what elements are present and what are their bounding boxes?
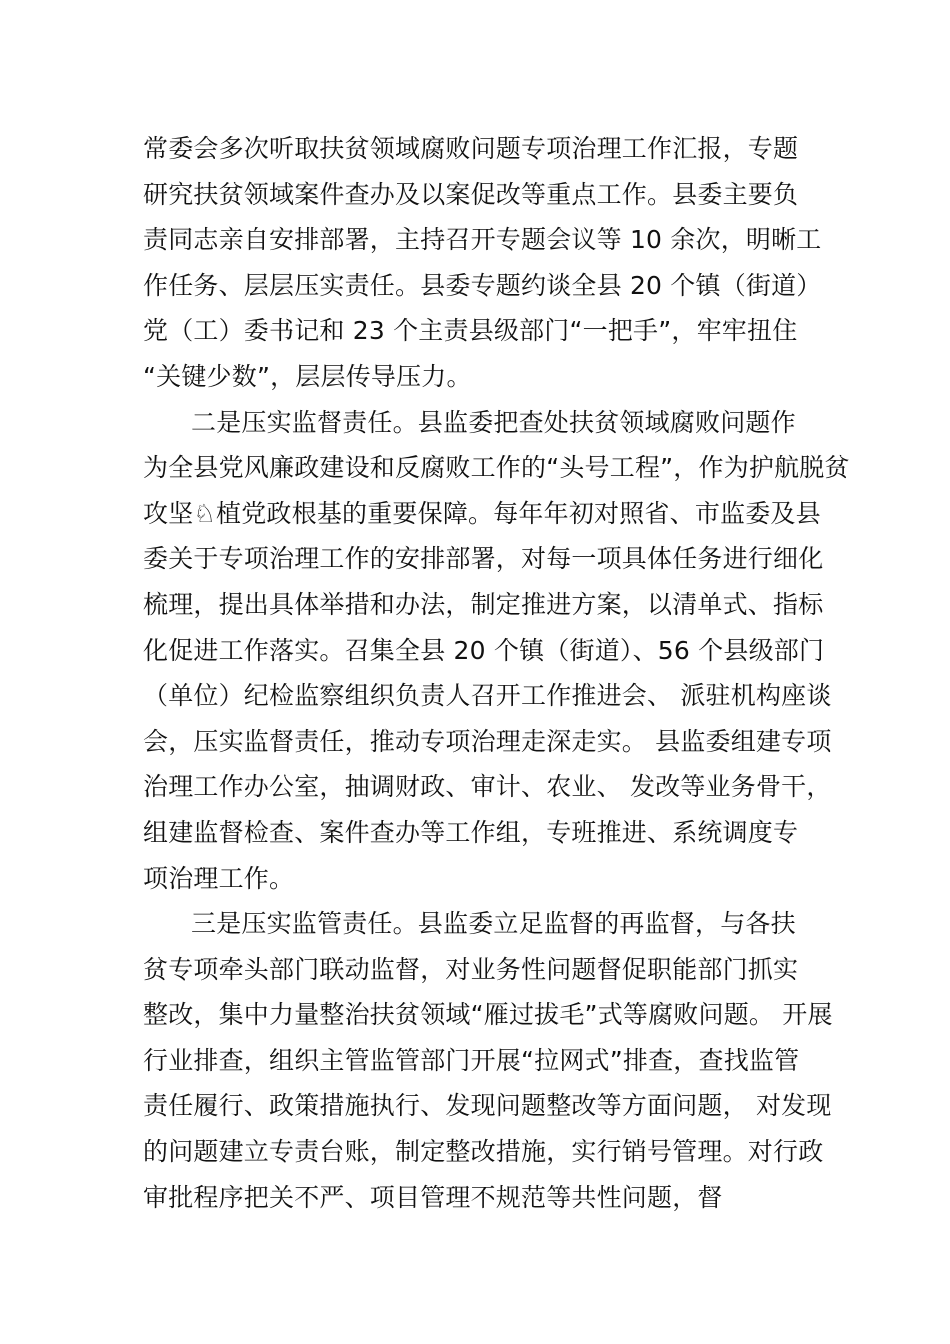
- text-line: 贫专项牵头部门联动监督，对业务性问题督促职能部门抓实: [143, 954, 799, 984]
- text-line: 为全县党风廉政建设和反腐败工作的“头号工程”，作为护航脱贫: [143, 453, 850, 483]
- text-line: 整改，集中力量整治扶贫领域“雁过拔毛”式等腐败问题。 开展: [143, 1000, 833, 1030]
- text-line: 党（工）委书记和 23 个主责县级部门“一把手”，牢牢扭住: [143, 316, 798, 346]
- text-line: 治理工作办公室，抽调财政、审计、农业、 发改等业务骨干，: [143, 772, 832, 802]
- paragraph-first-line: 三是压实监管责任。县监委立足监督的再监督，与各扶: [191, 909, 796, 939]
- text-line: 常委会多次听取扶贫领域腐败问题专项治理工作汇报，专题: [143, 134, 799, 163]
- paragraph-first-line: 二是压实监督责任。县监委把查处扶贫领域腐败问题作: [191, 407, 796, 437]
- document-page: [143, 126, 850, 1220]
- text-line: 攻坚♘植党政根基的重要保障。每年年初对照省、市监委及县: [143, 498, 821, 528]
- text-line: （单位）纪检监察组织负责人召开工作推进会、 派驻机构座谈: [143, 681, 832, 711]
- text-line: 责任履行、政策措施执行、发现问题整改等方面问题， 对发现: [143, 1091, 832, 1121]
- text-line: 审批程序把关不严、项目管理不规范等共性问题，督: [143, 1182, 723, 1212]
- text-line: 会，压实监督责任，推动专项治理走深走实。 县监委组建专项: [143, 726, 832, 756]
- text-line: 项治理工作。: [143, 863, 295, 893]
- text-line: 行业排查，组织主管监管部门开展“拉网式”排查，查找监管: [143, 1045, 800, 1075]
- text-line: 化促进工作落实。召集全县 20 个镇（街道）、56 个县级部门: [143, 635, 825, 665]
- text-line: 作任务、层层压实责任。县委专题约谈全县 20 个镇（街道）: [143, 270, 822, 300]
- text-line: 组建监督检查、案件查办等工作组，专班推进、系统调度专: [143, 817, 799, 847]
- text-line: 梳理，提出具体举措和办法，制定推进方案，以清单式、指标: [143, 589, 824, 619]
- text-line: 责同志亲自安排部署，主持召开专题会议等 10 余次，明晰工: [143, 225, 822, 255]
- text-line: 研究扶贫领域案件查办及以案促改等重点工作。县委主要负: [143, 179, 799, 209]
- text-line: “关键少数”，层层传导压力。: [143, 361, 472, 391]
- text-line: 的问题建立专责台账，制定整改措施，实行销号管理。对行政: [143, 1137, 824, 1167]
- text-line: 委关于专项治理工作的安排部署，对每一项具体任务进行细化: [143, 544, 824, 574]
